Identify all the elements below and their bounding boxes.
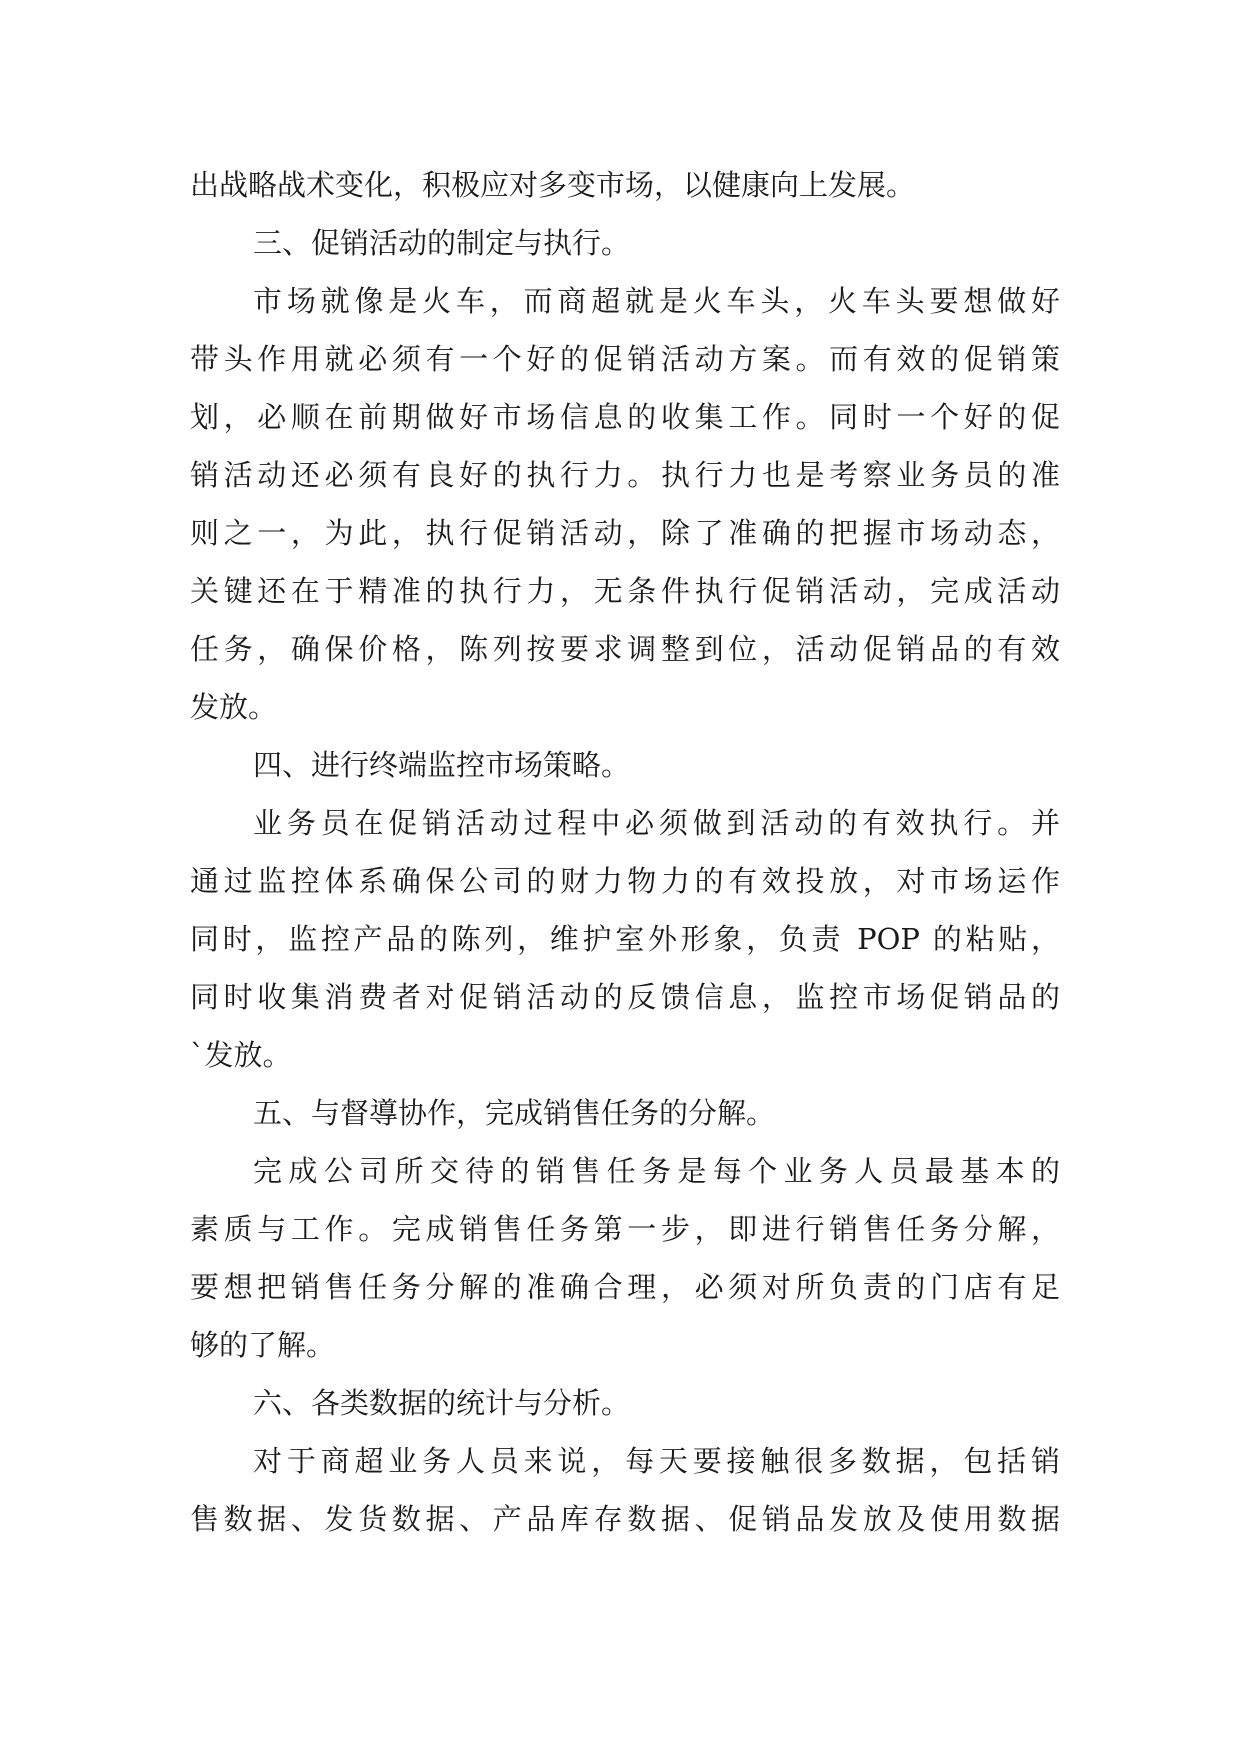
section-heading: 三、促销活动的制定与执行。 [253,226,631,260]
text-line: 划，必顺在前期做好市场信息的收集工作。同时一个好的促 [190,400,1060,434]
text-line: 关键还在于精准的执行力，无条件执行促销活动，完成活动 [190,574,1060,608]
text-line: 发放。 [190,690,278,724]
text-line: 要想把销售任务分解的准确合理，必须对所负责的门店有足 [190,1270,1060,1304]
text-line: 任务，确保价格，陈列按要求调整到位，活动促销品的有效 [190,632,1060,666]
text-line: 出战略战术变化，积极应对多变市场，以健康向上发展。 [190,168,916,202]
text-line: 完成公司所交待的销售任务是每个业务人员最基本的 [253,1154,1060,1188]
section-heading: 四、进行终端监控市场策略。 [253,748,631,782]
text-line: 同时收集消费者对促销活动的反馈信息，监控市场促销品的 [190,980,1060,1014]
text-line: 对于商超业务人员来说，每天要接触很多数据，包括销 [253,1444,1060,1478]
text-line: 则之一，为此，执行促销活动，除了准确的把握市场动态， [190,516,1060,550]
text-line: 够的了解。 [190,1328,336,1362]
text-line: 业务员在促销活动过程中必须做到活动的有效执行。并 [253,806,1060,840]
text-line: 通过监控体系确保公司的财力物力的有效投放，对市场运作 [190,864,1060,898]
text-line: 市场就像是火车，而商超就是火车头，火车头要想做好 [253,284,1060,318]
section-heading: 五、与督導协作，完成销售任务的分解。 [253,1096,776,1130]
text-line: 同时，监控产品的陈列，维护室外形象，负责 POP 的粘贴， [190,922,1060,956]
text-line: 素质与工作。完成销售任务第一步，即进行销售任务分解， [190,1212,1060,1246]
section-heading: 六、各类数据的统计与分析。 [253,1386,631,1420]
text-line: `发放。 [190,1038,292,1072]
text-line: 带头作用就必须有一个好的促销活动方案。而有效的促销策 [190,342,1060,376]
text-line: 销活动还必须有良好的执行力。执行力也是考察业务员的准 [190,458,1060,492]
text-line: 售数据、发货数据、产品库存数据、促销品发放及使用数据 [190,1502,1060,1536]
